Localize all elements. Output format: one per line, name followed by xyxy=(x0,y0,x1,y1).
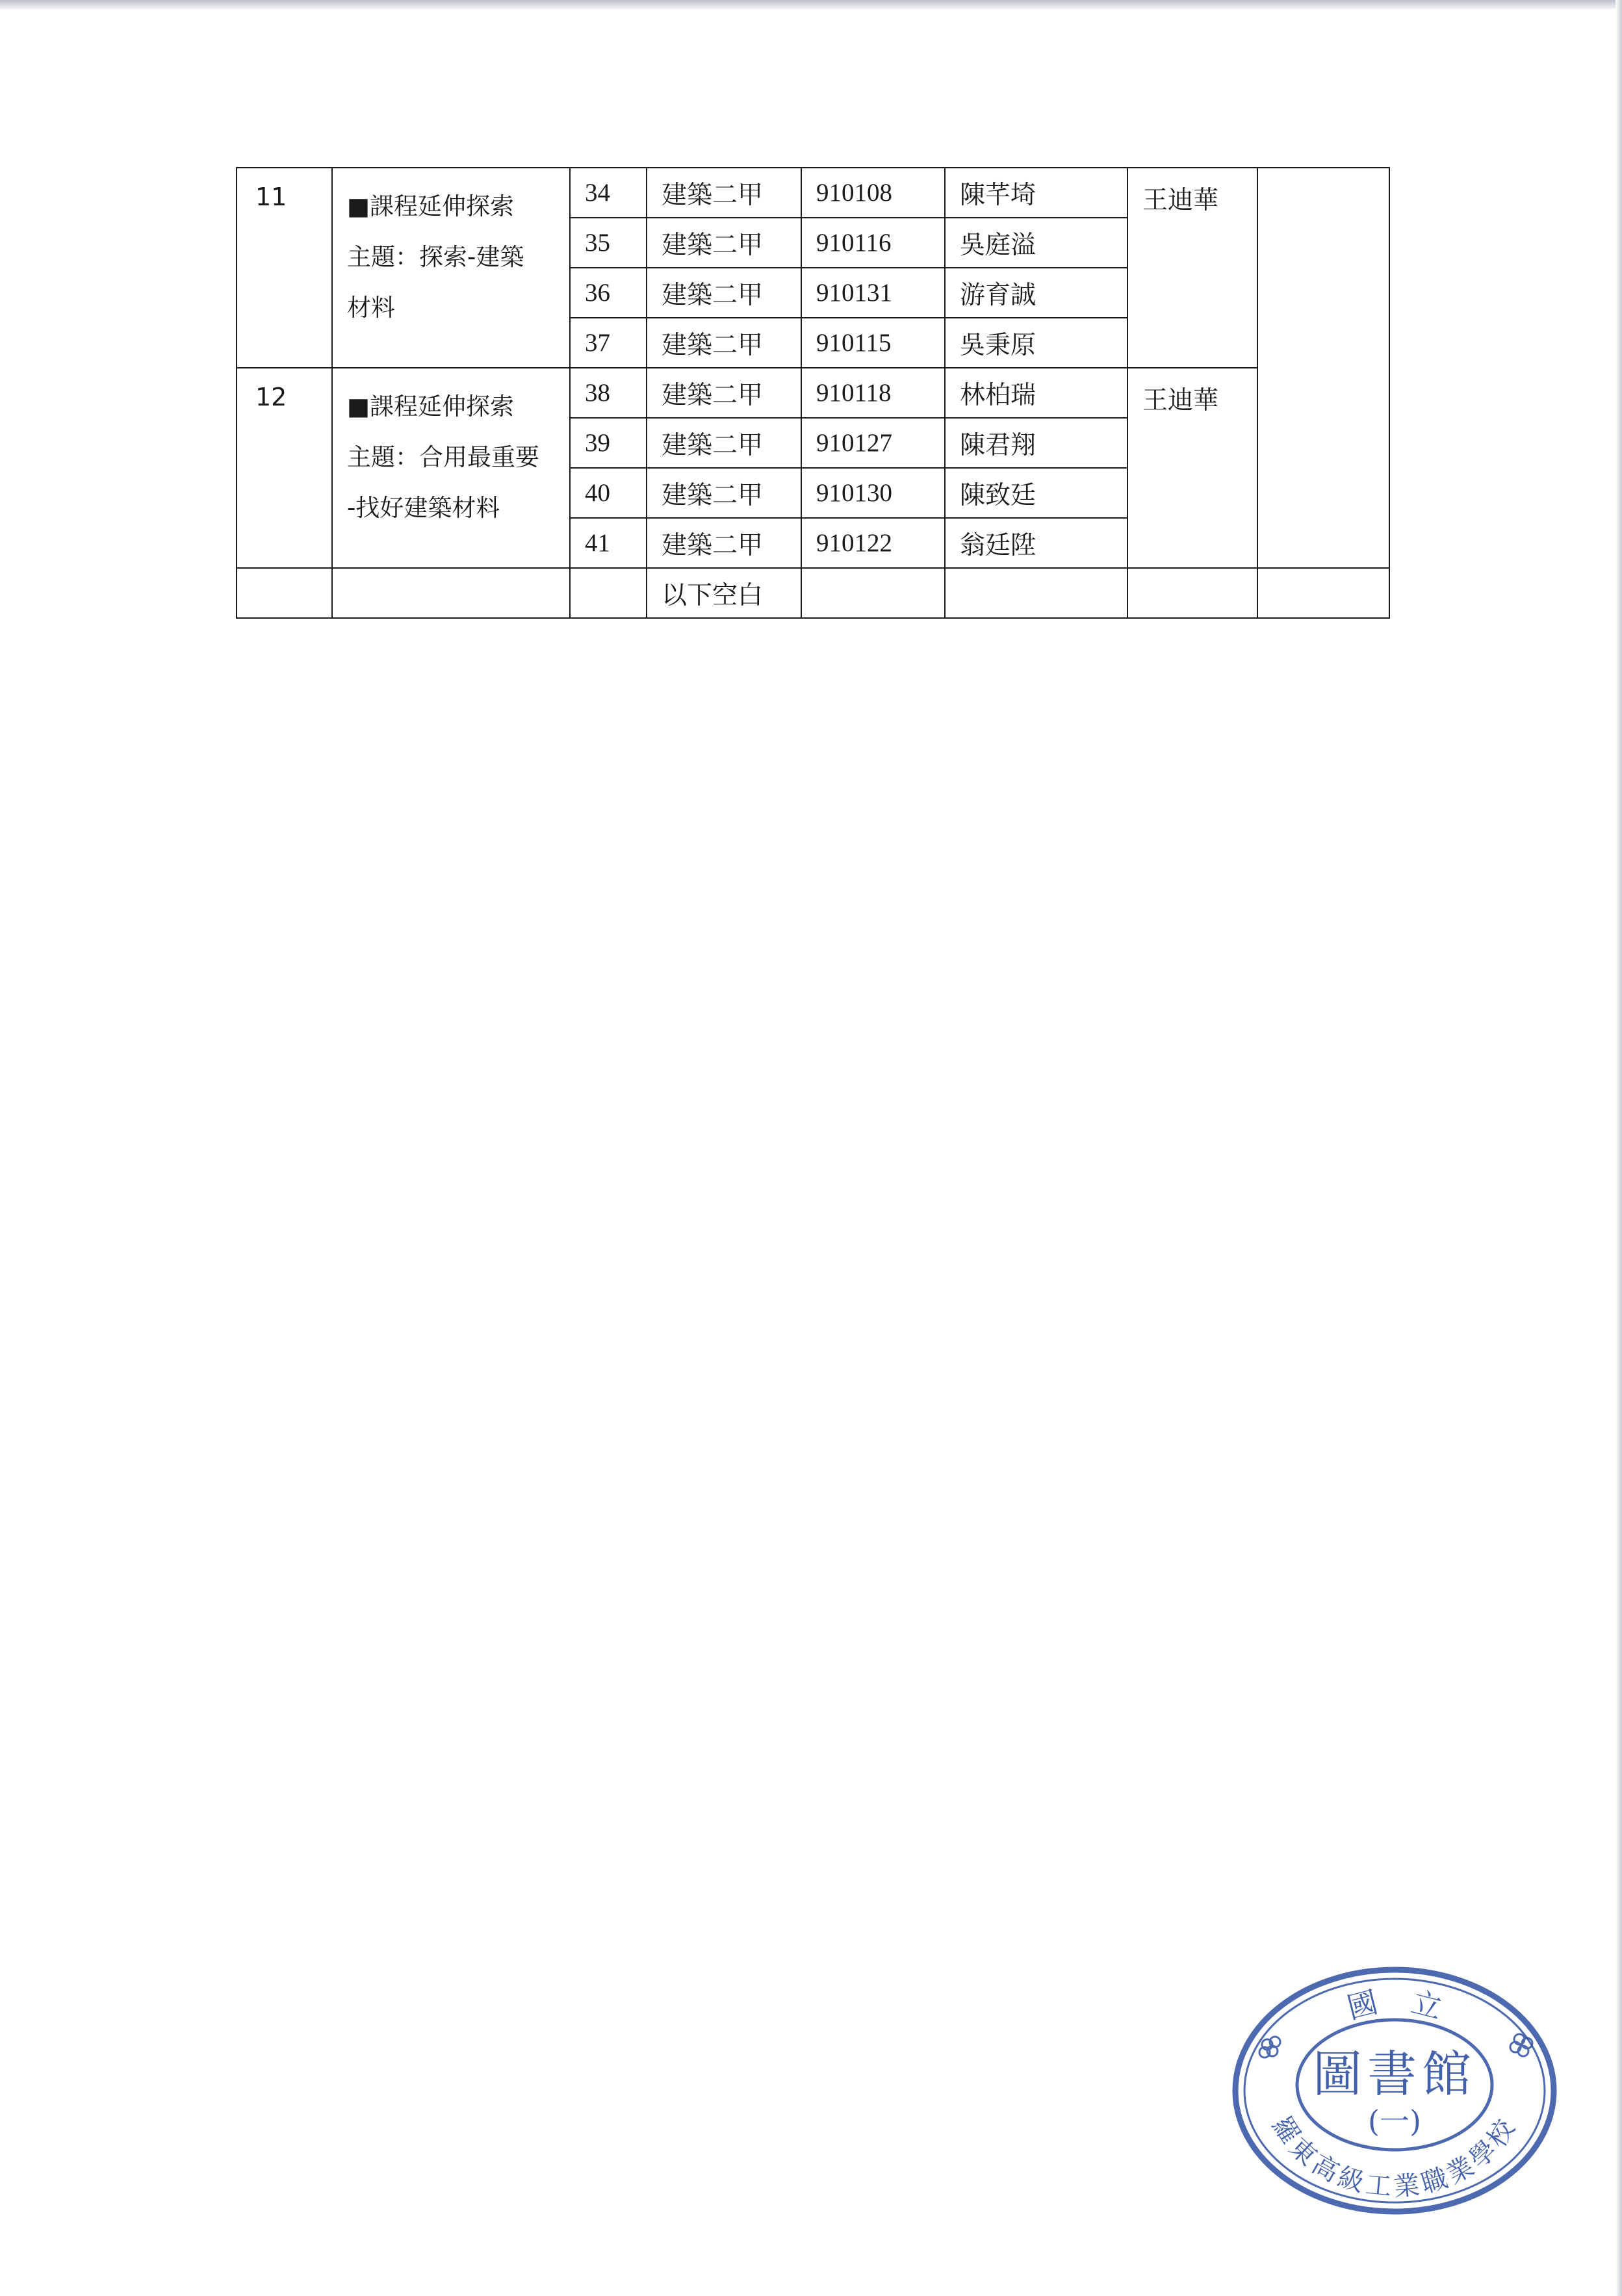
class-cell: 建築二甲 xyxy=(647,468,801,518)
stamp-top-text: 國 立 xyxy=(1343,1983,1446,2026)
group-index: 11 xyxy=(237,168,332,368)
empty-cell xyxy=(237,568,332,618)
remarks-cell xyxy=(1257,168,1389,568)
student-id-cell: 910118 xyxy=(801,368,945,418)
topic-line: 材料 xyxy=(347,294,395,322)
class-cell: 建築二甲 xyxy=(647,518,801,568)
student-id-cell: 910115 xyxy=(801,318,945,368)
scan-right-edge xyxy=(1616,0,1622,2296)
empty-cell xyxy=(1257,568,1389,618)
seq-cell: 40 xyxy=(570,468,647,518)
class-cell: 建築二甲 xyxy=(647,418,801,468)
seq-cell: 38 xyxy=(570,368,647,418)
class-cell: 建築二甲 xyxy=(647,368,801,418)
class-cell: 建築二甲 xyxy=(647,168,801,218)
teacher-cell: 王迪華 xyxy=(1127,168,1257,368)
empty-cell xyxy=(332,568,570,618)
group-topic xyxy=(332,168,570,368)
seq-cell: 35 xyxy=(570,218,647,268)
student-name-cell: 林柏瑞 xyxy=(945,368,1127,418)
student-id-cell: 910122 xyxy=(801,518,945,568)
stamp-center-text: 圖書館 xyxy=(1313,2045,1476,2103)
empty-cell xyxy=(570,568,647,618)
class-cell: 建築二甲 xyxy=(647,318,801,368)
seq-cell: 39 xyxy=(570,418,647,468)
topic-line: ■課程延伸探索 xyxy=(347,192,514,220)
seq-cell: 37 xyxy=(570,318,647,368)
roster-table xyxy=(236,167,1390,619)
teacher-cell: 王迪華 xyxy=(1127,368,1257,568)
end-marker-cell: 以下空白 xyxy=(647,568,801,618)
stamp-sub-text: (一) xyxy=(1368,2104,1421,2139)
table-row-end xyxy=(237,568,1389,618)
student-name-cell: 陳君翔 xyxy=(945,418,1127,468)
topic-line: ■課程延伸探索 xyxy=(347,393,514,420)
student-id-cell: 910127 xyxy=(801,418,945,468)
student-name-cell: 吳庭溢 xyxy=(945,218,1127,268)
student-name-cell: 游育誠 xyxy=(945,268,1127,318)
group-index: 12 xyxy=(237,368,332,568)
student-id-cell: 910108 xyxy=(801,168,945,218)
scan-top-edge xyxy=(0,0,1622,9)
student-id-cell: 910131 xyxy=(801,268,945,318)
student-id-cell: 910116 xyxy=(801,218,945,268)
group-topic xyxy=(332,368,570,568)
student-id-cell: 910130 xyxy=(801,468,945,518)
table-row xyxy=(237,368,1389,418)
student-name-cell: 陳致廷 xyxy=(945,468,1127,518)
class-cell: 建築二甲 xyxy=(647,218,801,268)
empty-cell xyxy=(801,568,945,618)
student-name-cell: 翁廷陞 xyxy=(945,518,1127,568)
seq-cell: 36 xyxy=(570,268,647,318)
seq-cell: 41 xyxy=(570,518,647,568)
topic-line: 主題：合用最重要 xyxy=(347,443,539,471)
stamp-bottom-text: 羅東高級工業職業學校 xyxy=(1266,2111,1523,2203)
topic-line: -找好建築材料 xyxy=(347,494,500,522)
student-name-cell: 吳秉原 xyxy=(945,318,1127,368)
empty-cell xyxy=(1127,568,1257,618)
student-name-cell: 陳芊埼 xyxy=(945,168,1127,218)
flower-right-icon xyxy=(1510,2034,1532,2056)
class-cell: 建築二甲 xyxy=(647,268,801,318)
seq-cell: 34 xyxy=(570,168,647,218)
topic-line: 主題：探索-建築 xyxy=(347,243,524,271)
flower-left-icon xyxy=(1259,2037,1280,2057)
table-row xyxy=(237,168,1389,218)
empty-cell xyxy=(945,568,1127,618)
library-seal-stamp xyxy=(1227,1961,1562,2220)
